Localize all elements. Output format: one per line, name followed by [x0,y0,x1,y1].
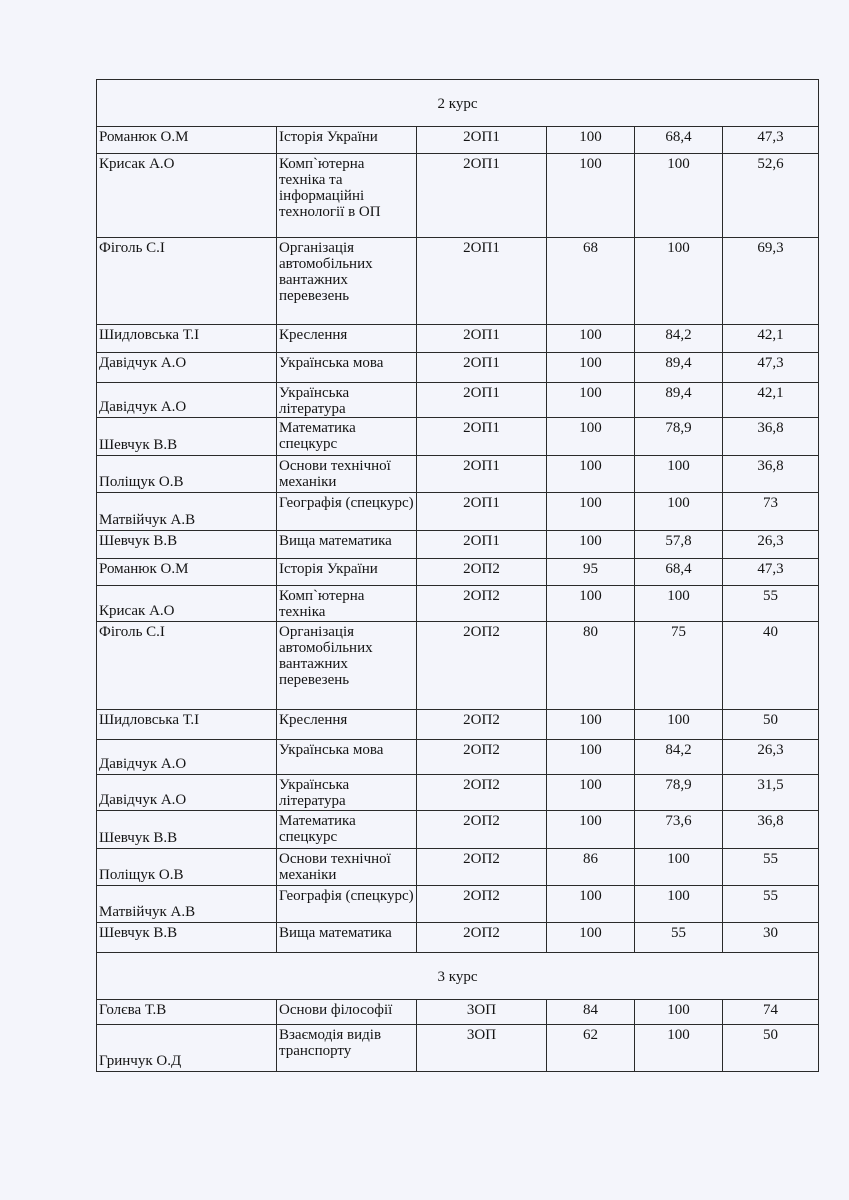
value-cell: 36,8 [723,456,819,493]
table-row [97,1025,819,1072]
group-cell: 2ОП2 [417,710,547,740]
course-header: 2 курс [97,80,819,127]
subject-cell: Комп`ютерна техніка та інформаційні технології в ОП [277,154,417,238]
value-cell: 100 [635,456,723,493]
subject-cell: Вища математика [277,923,417,953]
value-cell: 100 [635,493,723,531]
value-cell: 50 [723,710,819,740]
group-cell: 3ОП [417,1000,547,1025]
value-cell: 100 [547,811,635,849]
teacher-cell: Матвійчук А.В [97,493,277,531]
table-row [97,559,819,586]
value-cell: 84,2 [635,325,723,353]
group-cell: 2ОП2 [417,849,547,886]
group-cell: 2ОП2 [417,559,547,586]
group-cell: 2ОП1 [417,531,547,559]
value-cell: 69,3 [723,238,819,325]
value-cell: 86 [547,849,635,886]
value-cell: 62 [547,1025,635,1072]
value-cell: 74 [723,1000,819,1025]
value-cell: 100 [547,127,635,154]
group-cell: 2ОП1 [417,127,547,154]
table-row [97,740,819,775]
value-cell: 78,9 [635,775,723,811]
value-cell: 100 [547,154,635,238]
subject-cell: Історія України [277,559,417,586]
group-cell: 2ОП1 [417,456,547,493]
teacher-cell: Шевчук В.В [97,923,277,953]
teacher-cell: Крисак А.О [97,586,277,622]
table-row [97,154,819,238]
subject-cell: Українська література [277,775,417,811]
value-cell: 100 [635,886,723,923]
teacher-cell: Давідчук А.О [97,775,277,811]
group-cell: 2ОП2 [417,886,547,923]
subject-cell: Взаємодія видів транспорту [277,1025,417,1072]
group-cell: 2ОП1 [417,154,547,238]
subject-cell: Організація автомобільних вантажних перевезень [277,622,417,710]
group-cell: 2ОП2 [417,622,547,710]
table-row [97,811,819,849]
teacher-cell: Матвійчук А.В [97,886,277,923]
subject-cell: Комп`ютерна техніка [277,586,417,622]
table-row [97,849,819,886]
group-cell: 2ОП2 [417,586,547,622]
value-cell: 36,8 [723,418,819,456]
value-cell: 100 [635,849,723,886]
value-cell: 47,3 [723,559,819,586]
table-row [97,1000,819,1025]
course-header: 3 курс [97,953,819,1000]
subject-cell: Організація автомобільних вантажних перевезень [277,238,417,325]
value-cell: 26,3 [723,531,819,559]
value-cell: 36,8 [723,811,819,849]
teacher-cell: Голєва Т.В [97,1000,277,1025]
table-row [97,353,819,383]
value-cell: 78,9 [635,418,723,456]
teacher-cell: Крисак А.О [97,154,277,238]
subject-cell: Основи філософії [277,1000,417,1025]
group-cell: 2ОП1 [417,383,547,418]
teacher-cell: Шидловська Т.І [97,325,277,353]
teacher-cell: Давідчук А.О [97,353,277,383]
subject-cell: Основи технічної механіки [277,456,417,493]
results-table-body [97,80,819,1072]
value-cell: 100 [635,1025,723,1072]
value-cell: 100 [547,493,635,531]
table-row [97,238,819,325]
subject-cell: Основи технічної механіки [277,849,417,886]
value-cell: 84 [547,1000,635,1025]
group-cell: 3ОП [417,1025,547,1072]
value-cell: 68,4 [635,559,723,586]
value-cell: 100 [547,923,635,953]
results-table [96,79,819,1072]
value-cell: 68,4 [635,127,723,154]
teacher-cell: Гринчук О.Д [97,1025,277,1072]
value-cell: 55 [723,886,819,923]
value-cell: 52,6 [723,154,819,238]
subject-cell: Математика спецкурс [277,811,417,849]
teacher-cell: Шевчук В.В [97,531,277,559]
teacher-cell: Фіголь С.І [97,622,277,710]
group-cell: 2ОП1 [417,493,547,531]
group-cell: 2ОП2 [417,923,547,953]
value-cell: 40 [723,622,819,710]
subject-cell: Математика спецкурс [277,418,417,456]
value-cell: 100 [547,325,635,353]
value-cell: 30 [723,923,819,953]
value-cell: 55 [635,923,723,953]
teacher-cell: Давідчук А.О [97,383,277,418]
value-cell: 100 [547,418,635,456]
value-cell: 100 [635,586,723,622]
value-cell: 75 [635,622,723,710]
value-cell: 73 [723,493,819,531]
table-row [97,383,819,418]
group-cell: 2ОП1 [417,238,547,325]
value-cell: 89,4 [635,383,723,418]
group-cell: 2ОП2 [417,775,547,811]
table-row [97,886,819,923]
value-cell: 50 [723,1025,819,1072]
value-cell: 100 [547,383,635,418]
value-cell: 68 [547,238,635,325]
value-cell: 95 [547,559,635,586]
teacher-cell: Романюк О.М [97,127,277,154]
group-cell: 2ОП1 [417,325,547,353]
value-cell: 47,3 [723,353,819,383]
value-cell: 42,1 [723,383,819,418]
group-cell: 2ОП1 [417,353,547,383]
subject-cell: Вища математика [277,531,417,559]
subject-cell: Креслення [277,710,417,740]
value-cell: 55 [723,849,819,886]
table-row [97,622,819,710]
value-cell: 100 [635,1000,723,1025]
value-cell: 100 [547,531,635,559]
value-cell: 80 [547,622,635,710]
teacher-cell: Романюк О.М [97,559,277,586]
value-cell: 100 [547,586,635,622]
subject-cell: Українська література [277,383,417,418]
teacher-cell: Давідчук А.О [97,740,277,775]
teacher-cell: Поліщук О.В [97,456,277,493]
table-row [97,325,819,353]
value-cell: 57,8 [635,531,723,559]
value-cell: 100 [547,775,635,811]
subject-cell: Креслення [277,325,417,353]
value-cell: 100 [635,710,723,740]
group-cell: 2ОП2 [417,740,547,775]
table-row [97,127,819,154]
value-cell: 47,3 [723,127,819,154]
value-cell: 42,1 [723,325,819,353]
table-row [97,418,819,456]
value-cell: 100 [547,456,635,493]
value-cell: 100 [635,154,723,238]
value-cell: 89,4 [635,353,723,383]
group-cell: 2ОП2 [417,811,547,849]
table-row [97,775,819,811]
teacher-cell: Шевчук В.В [97,811,277,849]
group-cell: 2ОП1 [417,418,547,456]
subject-cell: Історія України [277,127,417,154]
subject-cell: Українська мова [277,740,417,775]
value-cell: 73,6 [635,811,723,849]
table-row [97,586,819,622]
value-cell: 84,2 [635,740,723,775]
value-cell: 55 [723,586,819,622]
table-row [97,531,819,559]
teacher-cell: Шидловська Т.І [97,710,277,740]
table-row [97,923,819,953]
value-cell: 100 [547,886,635,923]
subject-cell: Українська мова [277,353,417,383]
value-cell: 100 [635,238,723,325]
subject-cell: Географія (спецкурс) [277,886,417,923]
table-row [97,710,819,740]
value-cell: 100 [547,740,635,775]
subject-cell: Географія (спецкурс) [277,493,417,531]
teacher-cell: Поліщук О.В [97,849,277,886]
teacher-cell: Шевчук В.В [97,418,277,456]
table-row [97,493,819,531]
teacher-cell: Фіголь С.І [97,238,277,325]
value-cell: 100 [547,710,635,740]
table-row [97,456,819,493]
value-cell: 100 [547,353,635,383]
value-cell: 26,3 [723,740,819,775]
value-cell: 31,5 [723,775,819,811]
